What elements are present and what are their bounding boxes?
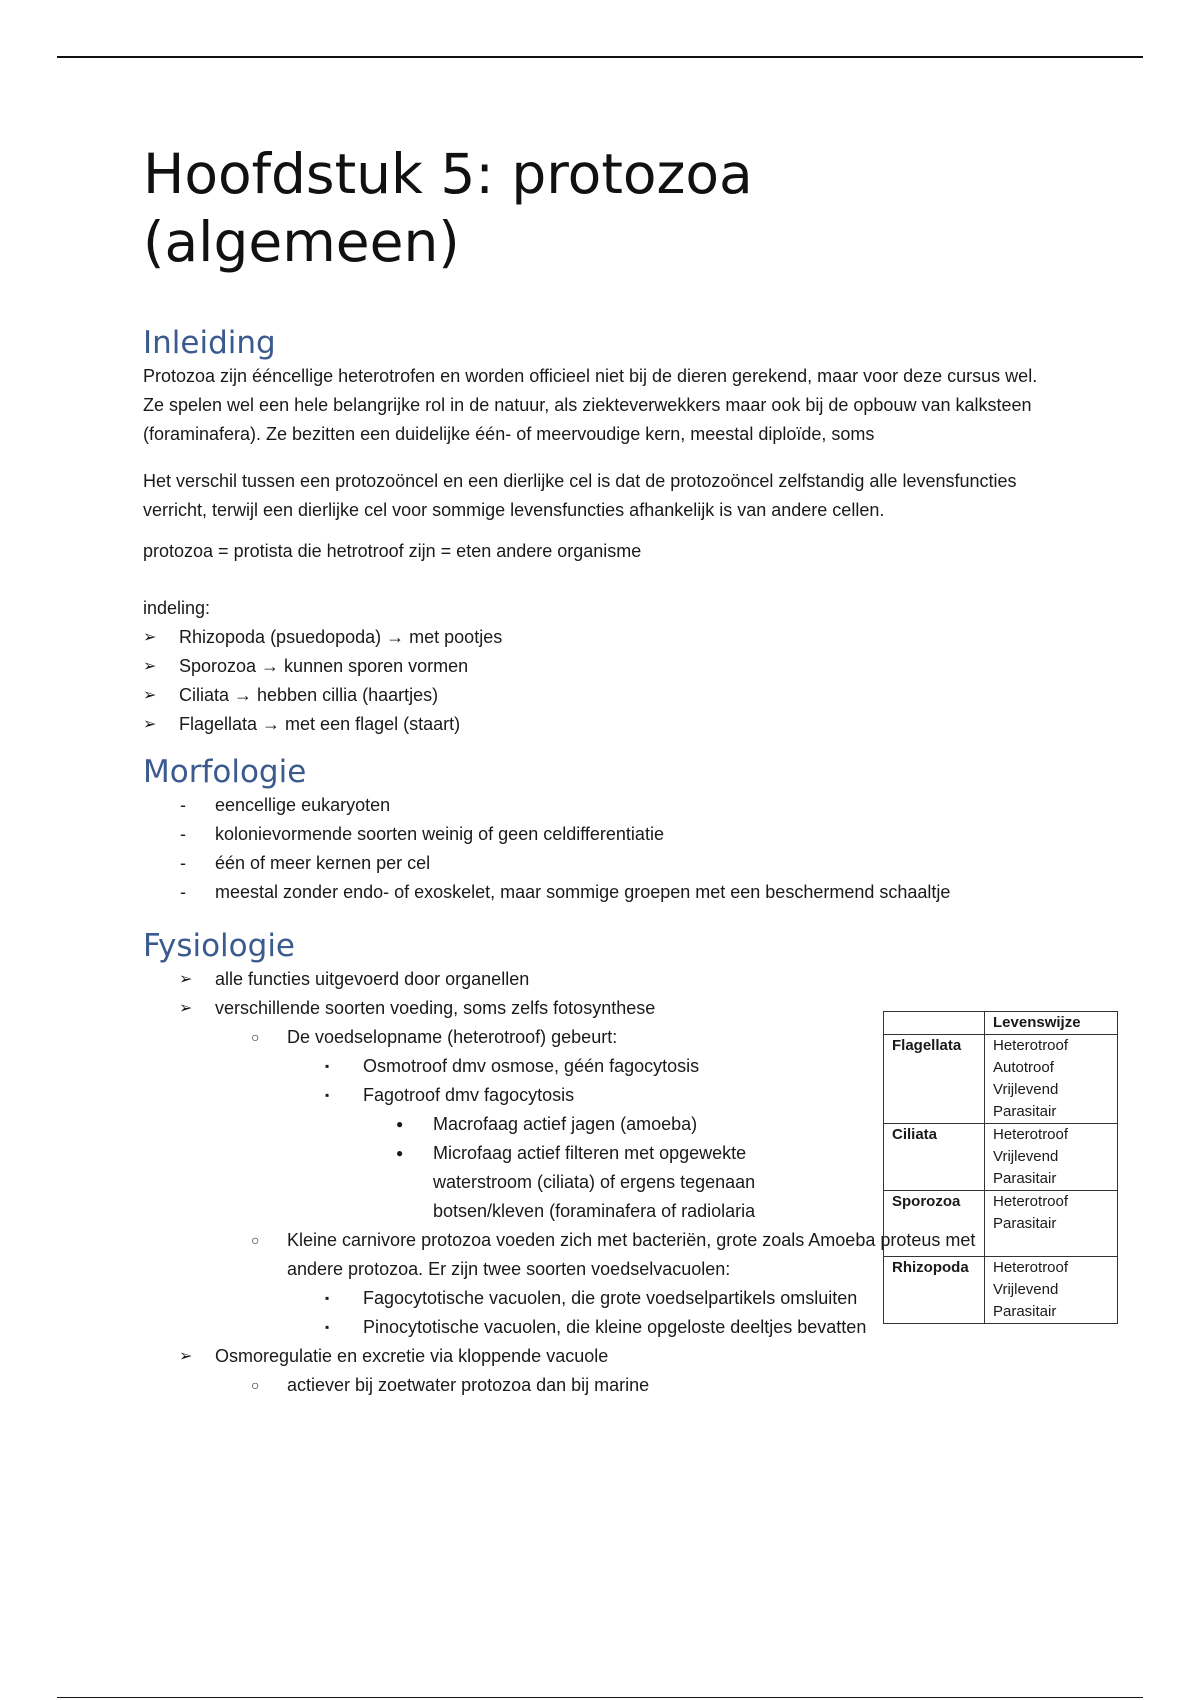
table-header-row (884, 1012, 1118, 1035)
dot-bullet-icon: ● (396, 1117, 404, 1131)
inleiding-paragraph-3: protozoa = protista die hetrotroof zijn = eten andere organisme (143, 541, 642, 561)
section-morfologie (143, 753, 1063, 907)
list-item: ➢ Rhizopoda (psuedopoda) → met pootjes (143, 623, 1063, 652)
indeling-label: indeling: (143, 598, 211, 618)
square-bullet-icon: ▪ (325, 1088, 330, 1102)
table-row (884, 1124, 1118, 1191)
list-item: ▪ Pinocytotische vacuolen, die kleine opgeloste deeltjes bevatten (143, 1313, 1063, 1342)
arrow-bullet-icon: ➢ (179, 971, 193, 988)
arrow-bullet-icon: ➢ (179, 1348, 193, 1365)
table-cell-group: Rhizopoda (884, 1257, 985, 1324)
table-cell-values: Heterotroof Parasitair (985, 1191, 1118, 1257)
table-cell-values: Heterotroof Autotroof Vrijlevend Parasitair (985, 1035, 1118, 1124)
list-item: ● Microfaag actief filteren met opgewekte waterstroom (ciliata) of ergens tegenaan botsen/kleven (foraminafera of radiolaria (143, 1139, 773, 1226)
table-row (884, 1191, 1118, 1257)
inleiding-paragraph-2: Het verschil tussen een protozoöncel en een dierlijke cel is dat de protozoöncel zelfstandig alle levensfuncties verricht, terwijl een dierlijke cel voor sommige levensfuncties afhankelijk is van andere cellen. (143, 471, 1017, 520)
list-item: ➢ verschillende soorten voeding, soms zelfs fotosynthese (143, 994, 1063, 1023)
header-rule (57, 56, 1143, 58)
list-item: ➢ Flagellata → met een flagel (staart) (143, 710, 1063, 739)
list-item: ○ Kleine carnivore protozoa voeden zich met bacteriën, grote zoals Amoeba proteus met andere protozoa. Er zijn twee soorten voedselvacuolen: (143, 1226, 1063, 1284)
morfologie-list (143, 791, 1063, 907)
table-cell-group: Flagellata (884, 1035, 985, 1124)
list-item: ➢ Ciliata → hebben cillia (haartjes) (143, 681, 1063, 710)
dash-bullet-icon: - (180, 824, 186, 844)
square-bullet-icon: ▪ (325, 1291, 330, 1305)
list-item: ➢ alle functies uitgevoerd door organellen (143, 965, 1063, 994)
dash-bullet-icon: - (180, 795, 186, 815)
table-header-levenswijze: Levenswijze (985, 1012, 1118, 1035)
table-row (884, 1257, 1118, 1324)
square-bullet-icon: ▪ (325, 1059, 330, 1073)
list-item: - kolonievormende soorten weinig of geen celdifferentiatie (143, 820, 1063, 849)
arrow-bullet-icon: ➢ (179, 1000, 193, 1017)
section-inleiding (143, 324, 1063, 739)
circle-bullet-icon: ○ (251, 1377, 260, 1393)
heading-morfologie: Morfologie (143, 754, 307, 790)
list-item: ➢ Sporozoa → kunnen sporen vormen (143, 652, 1063, 681)
square-bullet-icon: ▪ (325, 1320, 330, 1334)
table-cell-group: Ciliata (884, 1124, 985, 1191)
arrow-bullet-icon: ➢ (143, 629, 157, 646)
levenswijze-table (883, 1011, 1118, 1324)
list-item: ▪ Osmotroof dmv osmose, géén fagocytosis (143, 1052, 1063, 1081)
table-cell-values: Heterotroof Vrijlevend Parasitair (985, 1124, 1118, 1191)
heading-inleiding: Inleiding (143, 325, 276, 361)
list-item: ▪ Fagotroof dmv fagocytosis (143, 1081, 1063, 1110)
arrow-bullet-icon: ➢ (143, 687, 157, 704)
arrow-bullet-icon: ➢ (143, 716, 157, 733)
table-cell-values: Heterotroof Vrijlevend Parasitair (985, 1257, 1118, 1324)
table-corner-cell (884, 1012, 985, 1035)
list-item: ○ actiever bij zoetwater protozoa dan bij marine (143, 1371, 1063, 1400)
footer-rule (57, 1697, 1143, 1698)
dot-bullet-icon: ● (396, 1146, 404, 1160)
list-item: ▪ Fagocytotische vacuolen, die grote voedselpartikels omsluiten (143, 1284, 1063, 1313)
heading-fysiologie: Fysiologie (143, 928, 296, 964)
page-title: Hoofdstuk 5: protozoa (algemeen) (143, 142, 753, 274)
list-item: ● Macrofaag actief jagen (amoeba) (143, 1110, 773, 1139)
circle-bullet-icon: ○ (251, 1232, 260, 1248)
list-item: ➢ Osmoregulatie en excretie via kloppende vacuole (143, 1342, 1063, 1371)
indeling-list (143, 623, 1063, 739)
table-row (884, 1035, 1118, 1124)
inleiding-paragraph-1: Protozoa zijn ééncellige heterotrofen en worden officieel niet bij de dieren gerekend, maar voor deze cursus wel. Ze spelen wel een hele belangrijke rol in de natuur, als ziekteverwekkers maar ook bij de opbouw van kalksteen (foraminafera). Ze bezitten een duidelijke één- of meervoudige kern, meestal diploïde, soms (143, 366, 1038, 444)
dash-bullet-icon: - (180, 882, 186, 902)
arrow-bullet-icon: ➢ (143, 658, 157, 675)
dash-bullet-icon: - (180, 853, 186, 873)
list-item: - eencellige eukaryoten (143, 791, 1063, 820)
circle-bullet-icon: ○ (251, 1029, 260, 1045)
list-item: - één of meer kernen per cel (143, 849, 1063, 878)
list-item: - meestal zonder endo- of exoskelet, maar sommige groepen met een beschermend schaaltje (143, 878, 1063, 907)
list-item: ○ De voedselopname (heterotroof) gebeurt: (143, 1023, 1063, 1052)
table-cell-group: Sporozoa (884, 1191, 985, 1257)
